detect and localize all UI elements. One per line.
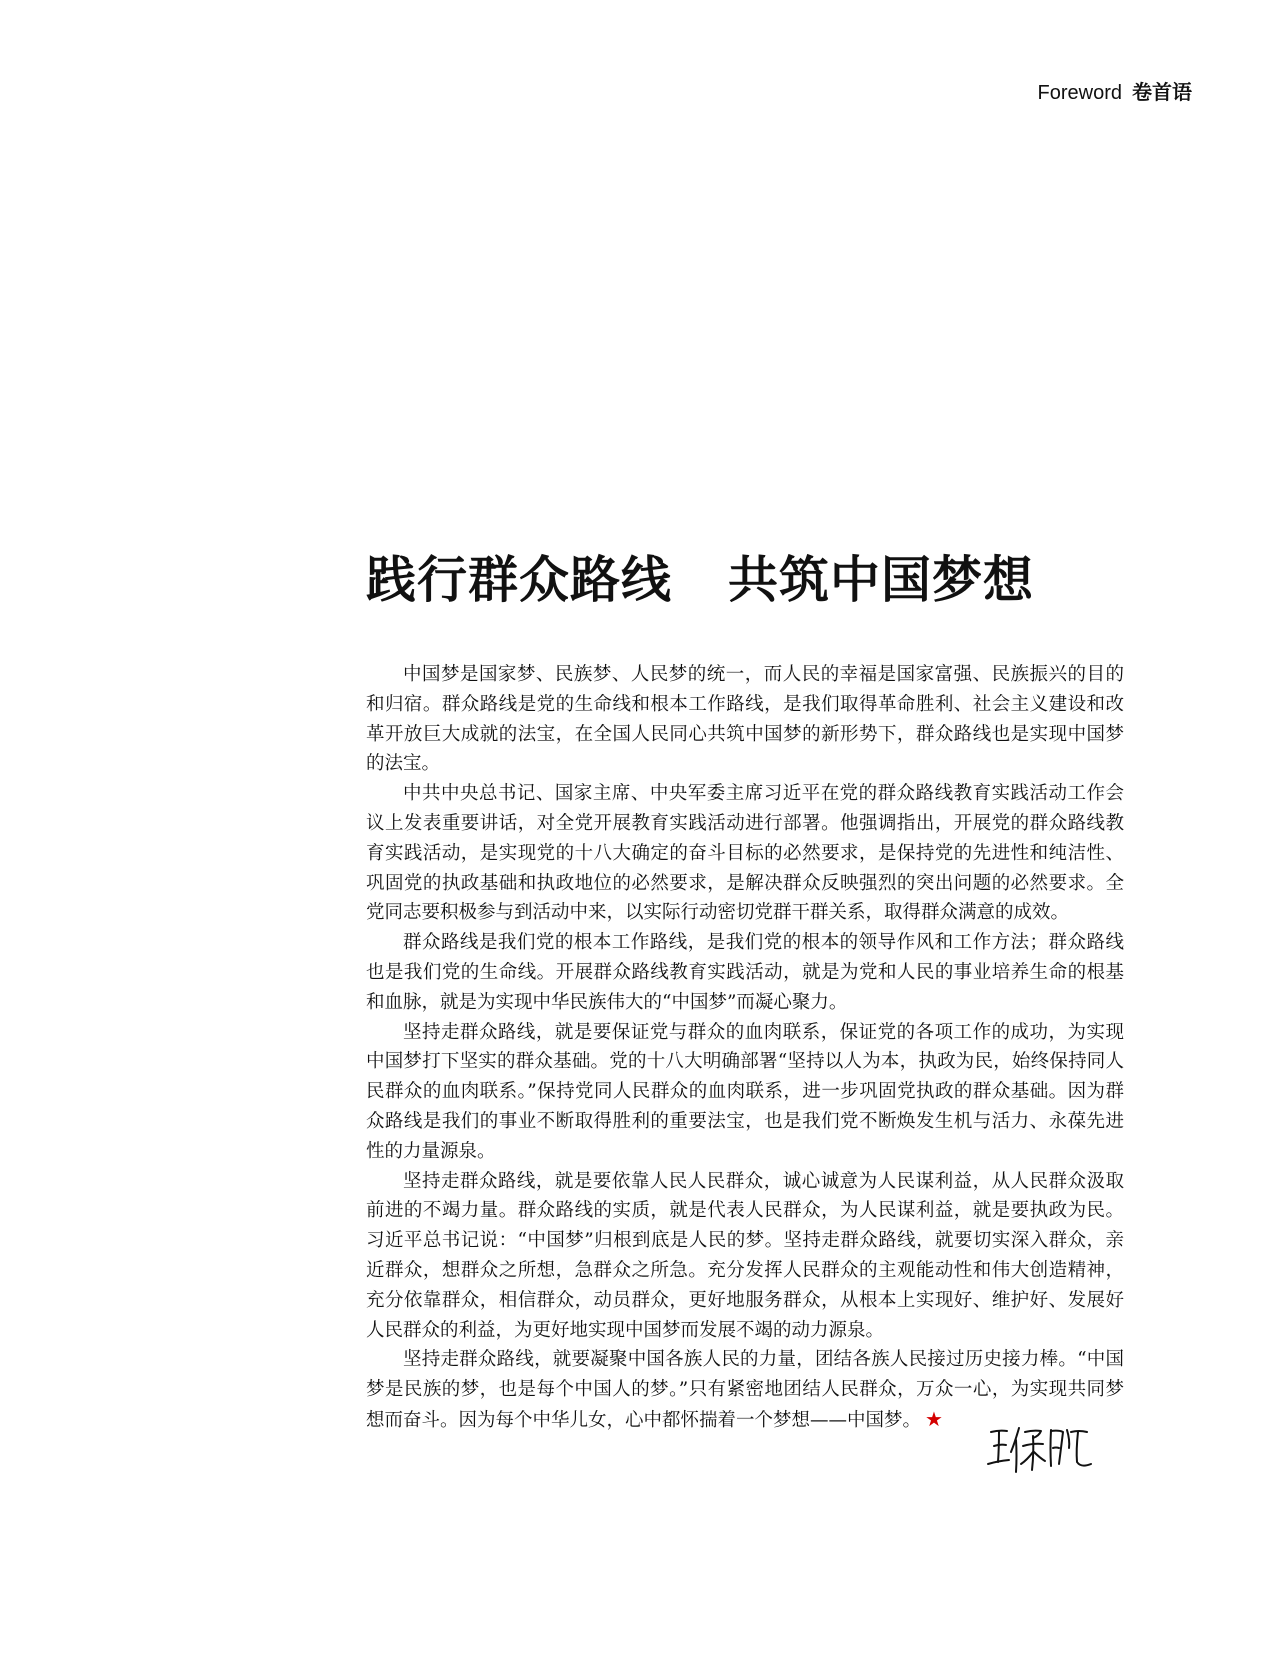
paragraph-4: 坚持走群众路线，就是要保证党与群众的血肉联系，保证党的各项工作的成功，为实现中国梦打下坚实的群众基础。党的十八大明确部署“坚持以人为本，执政为民，始终保持同人民群众的血肉联系。”保持党同人民群众的血肉联系，进一步巩固党执政的群众基础。因为群众路线是我们的事业不断取得胜利的重要法宝，也是我们党不断焕发生机与活力、永葆先进性的力量源泉。	[366, 1021, 1124, 1162]
paragraph-1: 中国梦是国家梦、民族梦、人民梦的统一，而人民的幸福是国家富强、民族振兴的目的和归宿。群众路线是党的生命线和根本工作路线，是我们取得革命胜利、社会主义建设和改革开放巨大成就的法宝，在全国人民同心共筑中国梦的新形势下，群众路线也是实现中国梦的法宝。	[366, 664, 1124, 775]
paragraph-2: 中共中央总书记、国家主席、中央军委主席习近平在党的群众路线教育实践活动工作会议上发表重要讲话，对全党开展教育实践活动进行部署。他强调指出，开展党的群众路线教育实践活动，是实现党的十八大确定的奋斗目标的必然要求，是保持党的先进性和纯洁性、巩固党的执政基础和执政地位的必然要求，是解决群众反映强烈的突出问题的必然要求。全党同志要积极参与到活动中来，以实际行动密切党群干群关系，取得群众满意的成效。	[366, 783, 1124, 924]
paragraph-6-text: 坚持走群众路线，就要凝聚中国各族人民的力量，团结各族人民接过历史接力棒。“中国梦是民族的梦，也是每个中国人的梦。”只有紧密地团结人民群众，万众一心，为实现共同梦想而奋斗。因为每个中华儿女，心中都怀揣着一个梦想——中国梦。	[366, 1349, 1124, 1431]
paragraph-3: 群众路线是我们党的根本工作路线，是我们党的根本的领导作风和工作方法；群众路线也是我们党的生命线。开展群众路线教育实践活动，就是为党和人民的事业培养生命的根基和血脉，就是为实现中华民族伟大的“中国梦”而凝心聚力。	[366, 932, 1124, 1013]
page-header	[1038, 76, 1192, 105]
paragraph-5: 坚持走群众路线，就是要依靠人民人民群众，诚心诚意为人民谋利益，从人民群众汲取前进的不竭力量。群众路线的实质，就是代表人民群众，为人民谋利益，就是要执政为民。习近平总书记说：“中国梦”归根到底是人民的梦。坚持走群众路线，就要切实深入群众，亲近群众，想群众之所想，急群众之所急。充分发挥人民群众的主观能动性和伟大创造精神，充分依靠群众，相信群众，动员群众，更好地服务群众，从根本上实现好、维护好、发展好人民群众的利益，为更好地实现中国梦而发展不竭的动力源泉。	[366, 1170, 1124, 1341]
article-body	[366, 660, 1124, 1436]
section-label-cn: 卷首语	[1132, 82, 1192, 104]
end-star-icon: ★	[925, 1406, 943, 1431]
title-part-1: 践行群众路线	[366, 550, 672, 609]
title-part-2: 共筑中国梦想	[728, 550, 1034, 609]
article-title	[366, 540, 1034, 612]
section-label-en: Foreword	[1037, 82, 1122, 104]
signature-icon	[985, 1418, 1095, 1478]
